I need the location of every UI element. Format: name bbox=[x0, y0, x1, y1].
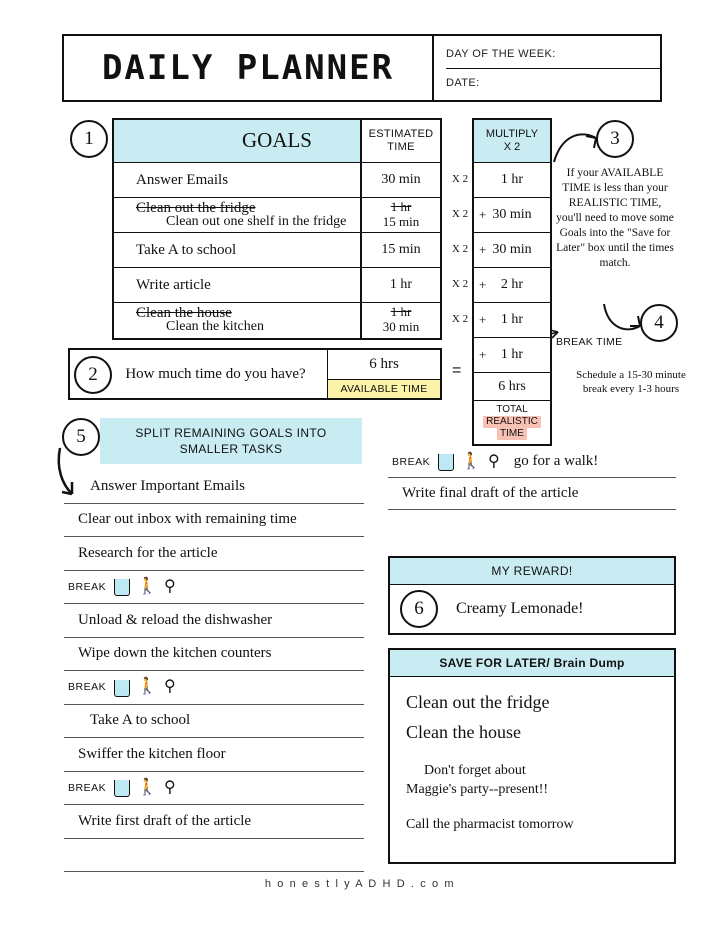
later-note-line1: Don't forget about bbox=[424, 763, 526, 778]
total-label-line1: TOTAL bbox=[496, 404, 528, 415]
list-item[interactable] bbox=[64, 839, 364, 873]
doubled-cell[interactable] bbox=[474, 268, 550, 303]
step-4-note: Schedule a 15-30 minute break every 1-3 hours bbox=[576, 369, 686, 395]
step-1-marker: 1 bbox=[70, 120, 108, 158]
task-text: Wipe down the kitchen counters bbox=[78, 645, 272, 662]
break-icons bbox=[114, 578, 176, 595]
water-glass-icon bbox=[114, 780, 130, 797]
break-label: BREAK bbox=[68, 580, 107, 593]
save-for-later-box bbox=[388, 648, 676, 864]
available-time-value: 6 hrs bbox=[328, 350, 440, 380]
later-note bbox=[406, 761, 658, 799]
step-5-marker: 5 bbox=[62, 418, 100, 456]
goal-text-struck: Clean the house bbox=[136, 305, 232, 321]
goal-text: Answer Emails bbox=[136, 171, 229, 188]
multiplier-label: X 2 bbox=[451, 242, 469, 255]
plus-sign: + bbox=[479, 277, 487, 292]
save-for-later-body[interactable] bbox=[390, 677, 674, 844]
plus-sign: + bbox=[479, 347, 487, 362]
estimate-cell[interactable] bbox=[362, 303, 440, 338]
meditation-person-icon: ⚲ bbox=[488, 452, 500, 470]
estimate-value: 15 min bbox=[382, 214, 420, 229]
break-label: BREAK bbox=[68, 781, 107, 794]
step-4-marker: 4 bbox=[640, 304, 678, 342]
break-icons bbox=[438, 453, 500, 470]
water-glass-icon bbox=[438, 454, 454, 471]
task-list bbox=[64, 470, 364, 872]
estimate-cell[interactable] bbox=[362, 233, 440, 268]
title-cell bbox=[64, 36, 434, 100]
later-item: Clean the house bbox=[406, 722, 521, 742]
estimate-cell[interactable] bbox=[362, 268, 440, 303]
meditation-person-icon: ⚲ bbox=[164, 778, 176, 796]
break-time-label: BREAK TIME bbox=[556, 336, 623, 348]
break-item[interactable] bbox=[64, 671, 364, 705]
goal-text-replacement: Clean the kitchen bbox=[166, 319, 264, 334]
multiplier-label: X 2 bbox=[451, 277, 469, 290]
doubled-cell[interactable] bbox=[474, 198, 550, 233]
total-realistic-value: 6 hrs bbox=[474, 373, 550, 401]
save-for-later-heading: SAVE FOR LATER/ Brain Dump bbox=[390, 650, 674, 677]
arrow-to-step-4-icon bbox=[600, 298, 644, 338]
step-6-marker: 6 bbox=[400, 590, 438, 628]
break-note-text: go for a walk! bbox=[513, 453, 599, 469]
meditation-person-icon: ⚲ bbox=[164, 678, 176, 696]
break-icons bbox=[114, 779, 176, 796]
total-label-line3: TIME bbox=[497, 428, 527, 440]
task-text: Answer Important Emails bbox=[90, 477, 245, 494]
break-label: BREAK bbox=[392, 455, 431, 468]
estimate-value: 1 hr bbox=[389, 277, 413, 292]
goal-text-struck: Clean out the fridge bbox=[136, 200, 256, 216]
list-item[interactable] bbox=[388, 478, 676, 510]
arrow-to-step-3-icon bbox=[552, 126, 600, 166]
break-item[interactable] bbox=[64, 772, 364, 806]
task-text: Research for the article bbox=[78, 544, 218, 561]
date-label[interactable]: DATE: bbox=[446, 76, 480, 89]
multiplier-label: X 2 bbox=[451, 312, 469, 325]
later-item: Clean out the fridge bbox=[406, 692, 550, 712]
multiplier-column bbox=[446, 161, 474, 336]
task-text: Unload & reload the dishwasher bbox=[78, 611, 273, 628]
estimate-value: 30 min bbox=[382, 319, 420, 334]
doubled-value: 1 hr bbox=[500, 312, 524, 327]
doubled-value: 2 hr bbox=[500, 277, 524, 292]
list-item[interactable] bbox=[64, 604, 364, 638]
water-glass-icon bbox=[114, 680, 130, 697]
later-note-line2: Maggie's party--present!! bbox=[406, 782, 549, 797]
estimated-time-column bbox=[360, 118, 442, 340]
split-heading-line2: SMALLER TASKS bbox=[179, 442, 283, 456]
split-heading-line1: SPLIT REMAINING GOALS INTO bbox=[135, 426, 327, 440]
list-item[interactable] bbox=[64, 638, 364, 672]
goal-text: Take A to school bbox=[136, 241, 237, 258]
step-2-marker: 2 bbox=[74, 356, 112, 394]
footer-watermark: h o n e s t l y A D H D . c o m bbox=[264, 878, 456, 890]
list-item[interactable] bbox=[64, 738, 364, 772]
plus-sign: + bbox=[479, 312, 487, 327]
step-3-marker: 3 bbox=[596, 120, 634, 158]
day-of-week-label[interactable]: DAY OF THE WEEK: bbox=[446, 40, 660, 69]
available-time-question: How much time do you have? bbox=[125, 365, 306, 382]
plus-sign: + bbox=[479, 207, 487, 222]
list-item[interactable] bbox=[64, 705, 364, 739]
break-label: BREAK bbox=[68, 681, 107, 694]
break-time-cell[interactable] bbox=[474, 338, 550, 373]
total-realistic-label bbox=[474, 401, 550, 444]
step-3-note: If your AVAILABLE TIME is less than your REALISTIC TIME, you'll need to move some Goals into the "Save for Later" box until the times match. bbox=[556, 167, 674, 269]
reward-heading: MY REWARD! bbox=[390, 558, 674, 585]
list-item[interactable] bbox=[64, 470, 364, 504]
task-text: Swiffer the kitchen floor bbox=[78, 745, 226, 762]
header bbox=[62, 34, 662, 102]
task-text: Write final draft of the article bbox=[402, 485, 579, 501]
reward-value[interactable]: Creamy Lemonade! bbox=[456, 600, 584, 617]
header-fields bbox=[434, 36, 660, 100]
estimate-value-struck: 1 hr bbox=[390, 199, 412, 214]
task-text: Take A to school bbox=[90, 712, 191, 729]
estimate-value-struck: 1 hr bbox=[390, 304, 412, 319]
split-goals-heading bbox=[100, 418, 362, 464]
multiplier-label: X 2 bbox=[451, 172, 469, 185]
water-glass-icon bbox=[114, 579, 130, 596]
walking-person-icon: 🚶 bbox=[137, 577, 158, 595]
doubled-value: 30 min bbox=[492, 242, 532, 257]
break-icons bbox=[114, 679, 176, 696]
doubled-value: 1 hr bbox=[500, 172, 524, 187]
plus-sign: + bbox=[479, 242, 487, 257]
estimated-header-line1: ESTIMATED bbox=[368, 128, 434, 140]
goal-text: Write article bbox=[136, 276, 211, 293]
list-item[interactable] bbox=[64, 805, 364, 839]
task-text: Clear out inbox with remaining time bbox=[78, 511, 297, 528]
doubled-cell[interactable] bbox=[474, 303, 550, 338]
break-time-value: 1 hr bbox=[500, 347, 524, 362]
estimate-cell[interactable] bbox=[362, 198, 440, 233]
estimated-time-header bbox=[362, 120, 440, 163]
walking-person-icon: 🚶 bbox=[461, 452, 482, 470]
task-text: Write first draft of the article bbox=[78, 812, 252, 829]
walking-person-icon: 🚶 bbox=[137, 778, 158, 796]
page-title: DAILY PLANNER bbox=[101, 48, 395, 88]
total-label-line2: REALISTIC bbox=[483, 416, 541, 428]
multiply-header-line2: X 2 bbox=[503, 141, 521, 153]
equals-sign: = bbox=[452, 362, 462, 379]
break-item[interactable] bbox=[64, 571, 364, 605]
available-time-tag: AVAILABLE TIME bbox=[328, 380, 440, 398]
multiply-column bbox=[472, 118, 552, 446]
estimate-value: 15 min bbox=[381, 242, 421, 257]
multiplier-label: X 2 bbox=[451, 207, 469, 220]
right-task-list bbox=[388, 446, 676, 510]
doubled-cell[interactable] bbox=[474, 233, 550, 268]
multiply-header-line1: MULTIPLY bbox=[485, 128, 539, 140]
list-item[interactable] bbox=[64, 504, 364, 538]
doubled-cell[interactable] bbox=[474, 163, 550, 198]
estimate-value: 30 min bbox=[381, 172, 421, 187]
goals-heading: GOALS bbox=[114, 120, 440, 163]
meditation-person-icon: ⚲ bbox=[164, 577, 176, 595]
available-time-field[interactable] bbox=[327, 350, 440, 398]
later-note-2: Call the pharmacist tomorrow bbox=[406, 817, 574, 832]
break-item[interactable] bbox=[388, 446, 676, 478]
available-time-box bbox=[68, 348, 442, 400]
walking-person-icon: 🚶 bbox=[137, 678, 158, 696]
estimated-header-line2: TIME bbox=[387, 141, 415, 153]
estimate-cell[interactable] bbox=[362, 163, 440, 198]
list-item[interactable] bbox=[64, 537, 364, 571]
multiply-header bbox=[474, 120, 550, 163]
doubled-value: 30 min bbox=[492, 207, 532, 222]
goal-text-replacement: Clean out one shelf in the fridge bbox=[166, 214, 347, 229]
